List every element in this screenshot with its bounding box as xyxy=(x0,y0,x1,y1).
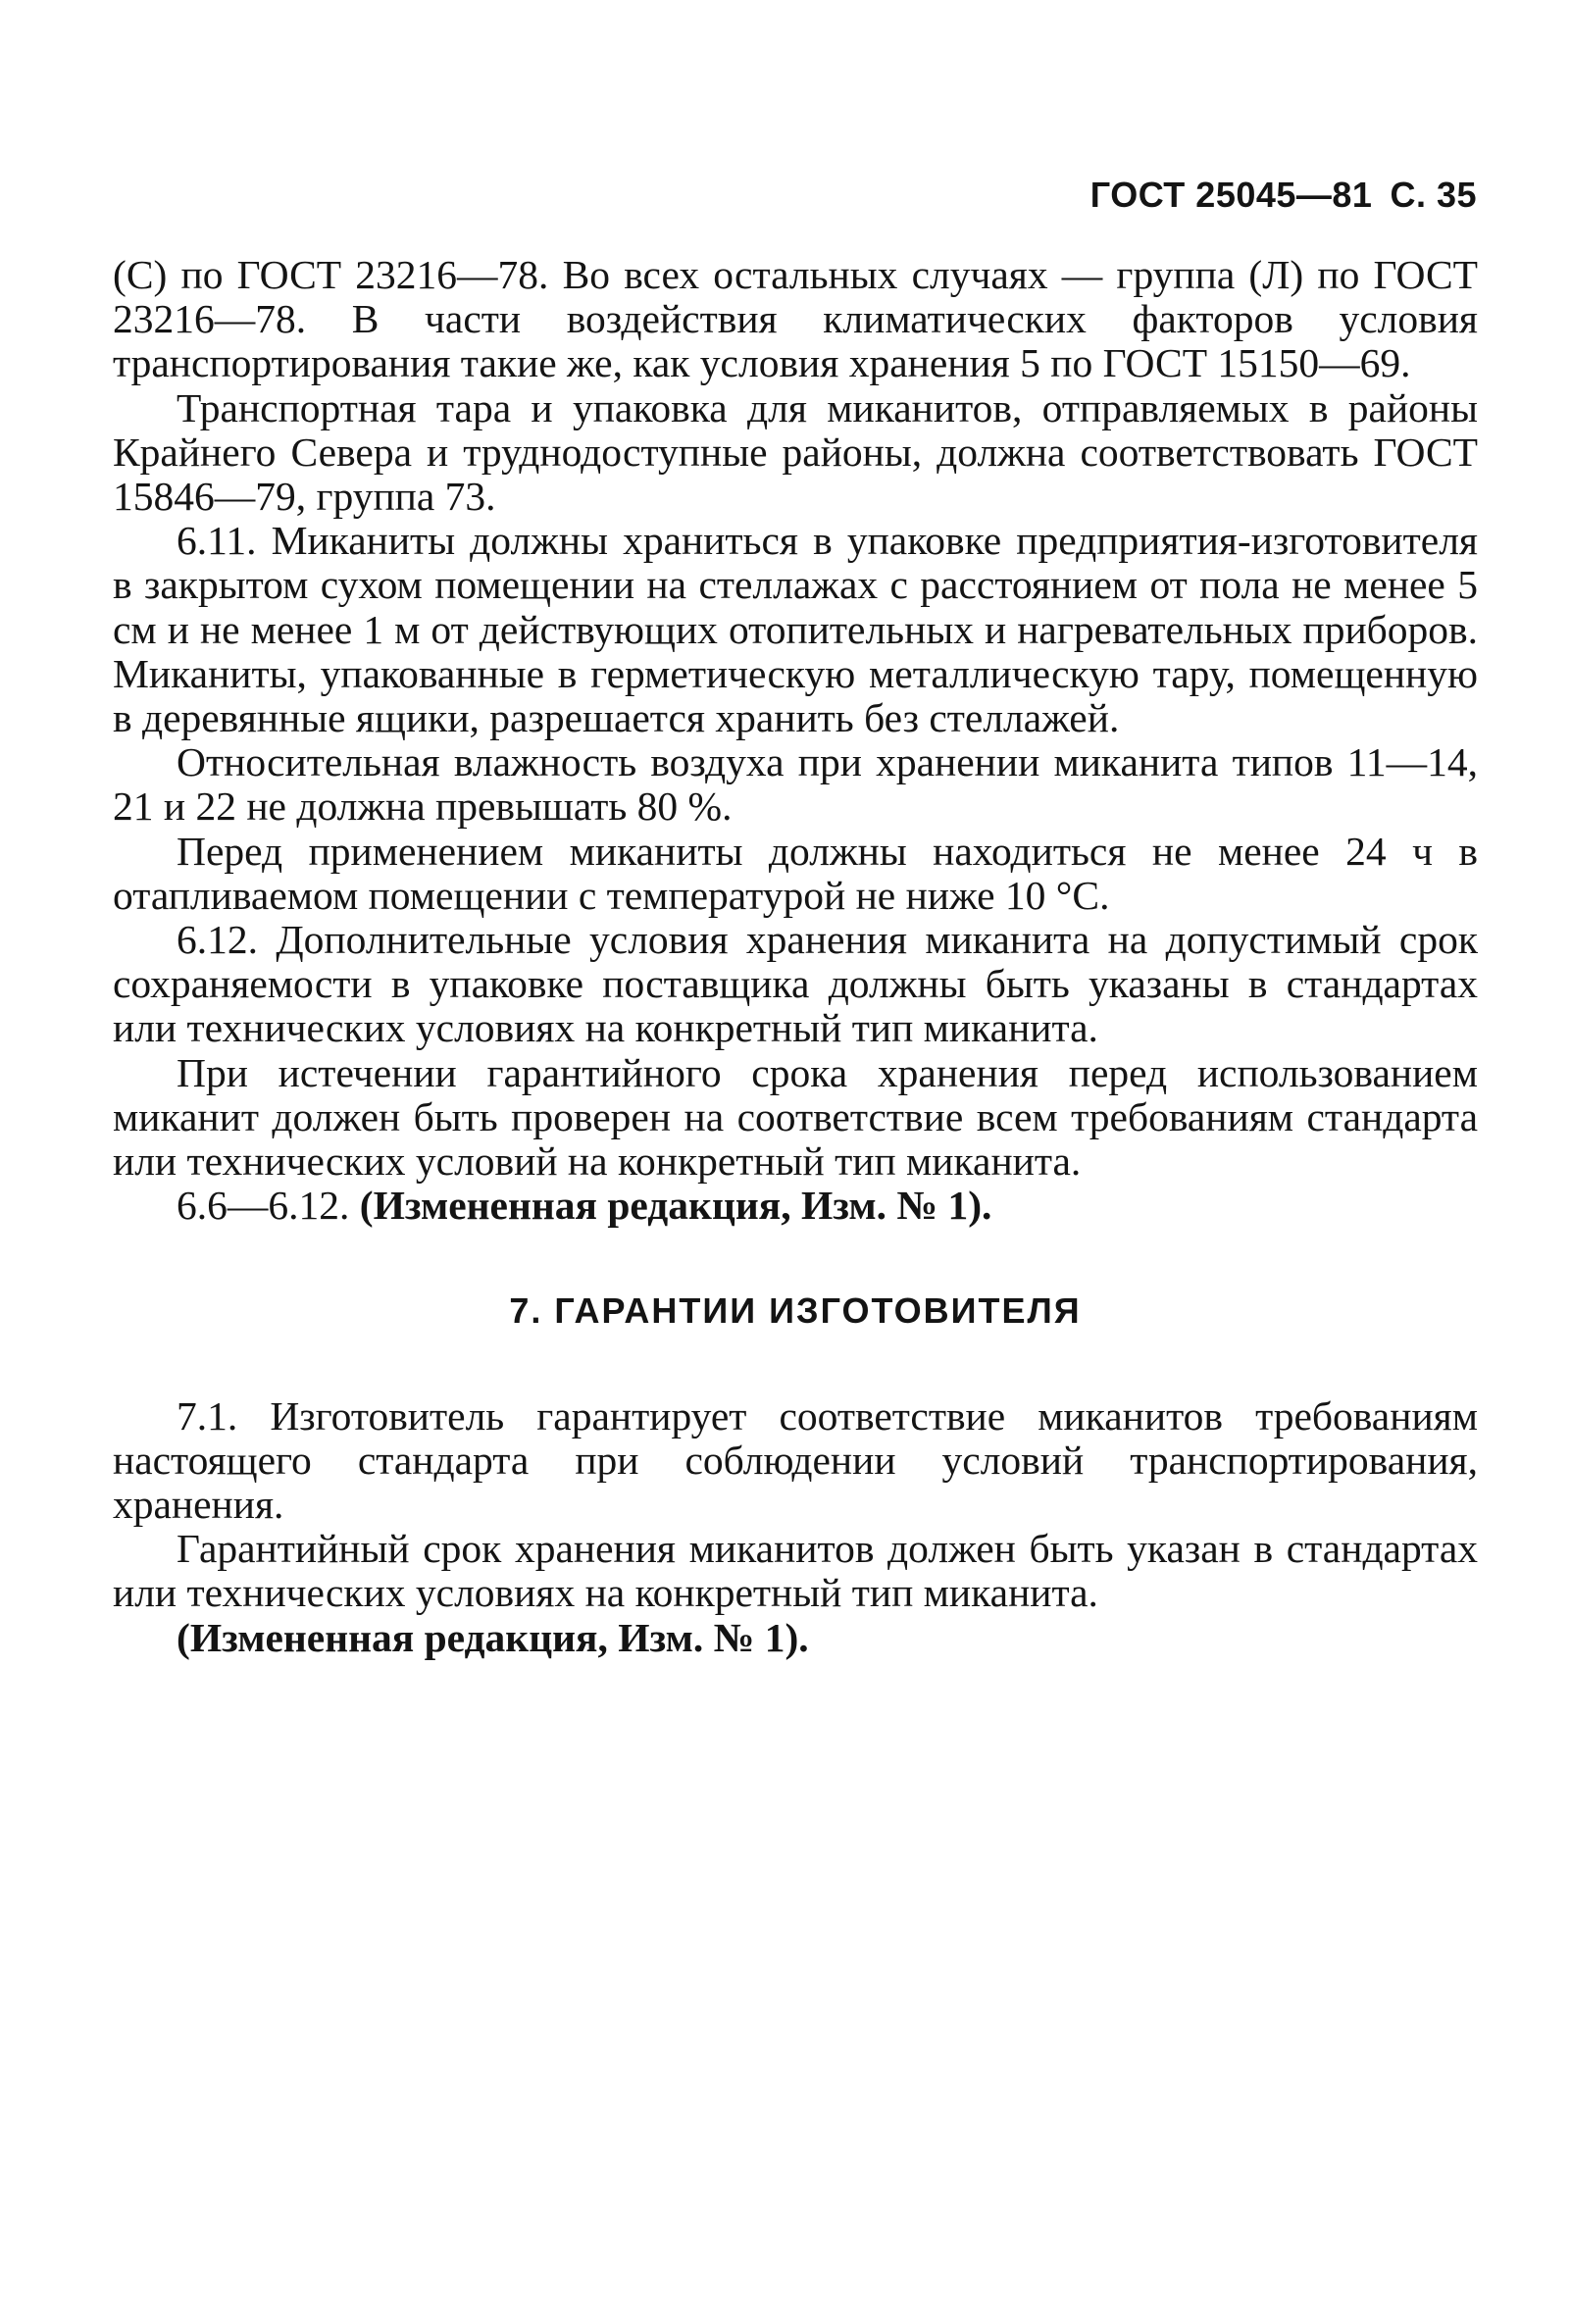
amendment-ref: 6.6—6.12. xyxy=(177,1183,350,1229)
section-title: 7. ГАРАНТИИ ИЗГОТОВИТЕЛЯ xyxy=(509,1290,1082,1332)
paragraph-expiry-check: При истечении гарантийного срока хранения перед использованием миканит должен быть проверен на соответствие всем требованиям стандарта или технических условий на конкретный тип миканита. xyxy=(113,1049,1478,1185)
paragraph-transport-packaging: Транспортная тара и упаковка для миканитов, отправляемых в районы Крайнего Севера и труднодоступные районы, должна соответствовать ГОСТ 15846—79, группа 73. xyxy=(113,384,1478,520)
paragraph-7-1-guarantee: 7.1. Изготовитель гарантирует соответствие миканитов требованиям настоящего стандарта при соблюдении условий транспортирования, хранения. xyxy=(113,1392,1478,1528)
standard-number: ГОСТ 25045—81 xyxy=(1089,175,1373,215)
paragraph-humidity: Относительная влажность воздуха при хранении миканита типов 11—14, 21 и 22 не должна превышать 80 %. xyxy=(113,739,1478,830)
paragraph-6-12-additional-conditions: 6.12. Дополнительные условия хранения миканита на допустимый срок сохраняемости в упаковке поставщика должны быть указаны в стандартах или технических условиях на конкретный тип миканита. xyxy=(113,917,1478,1051)
amendment-note-7: (Измененная редакция, Изм. № 1). xyxy=(177,1614,809,1660)
body-text xyxy=(113,253,1478,1660)
running-header xyxy=(1090,175,1477,216)
paragraph-transport-group: (С) по ГОСТ 23216—78. Во всех остальных случаях — группа (Л) по ГОСТ 23216—78. В части воздействия климатических факторов условия транспортирования такие же, как условия хранения 5 по ГОСТ 15150—69. xyxy=(113,252,1478,386)
paragraph-before-use: Перед применением миканиты должны находиться не менее 24 ч в отапливаемом помещении с температурой не ниже 10 °С. xyxy=(113,828,1478,918)
page-number: С. 35 xyxy=(1390,175,1477,215)
amendment-note-6 xyxy=(113,1184,1478,1228)
paragraph-warranty-period: Гарантийный срок хранения миканитов должен быть указан в стандартах или технических условиях на конкретный тип миканита. xyxy=(113,1526,1478,1616)
paragraph-6-11-storage: 6.11. Миканиты должны храниться в упаковке предприятия-изготовителя в закрытом сухом помещении на стеллажах с расстоянием от пола не менее 5 см и не менее 1 м от действующих отопительных и нагревательных приборов. Миканиты, упакованные в герметическую металлическую тару, помещенную в деревянные ящики, разрешается хранить без стеллажей. xyxy=(113,518,1478,741)
amendment-text: (Измененная редакция, Изм. № 1). xyxy=(359,1183,992,1229)
